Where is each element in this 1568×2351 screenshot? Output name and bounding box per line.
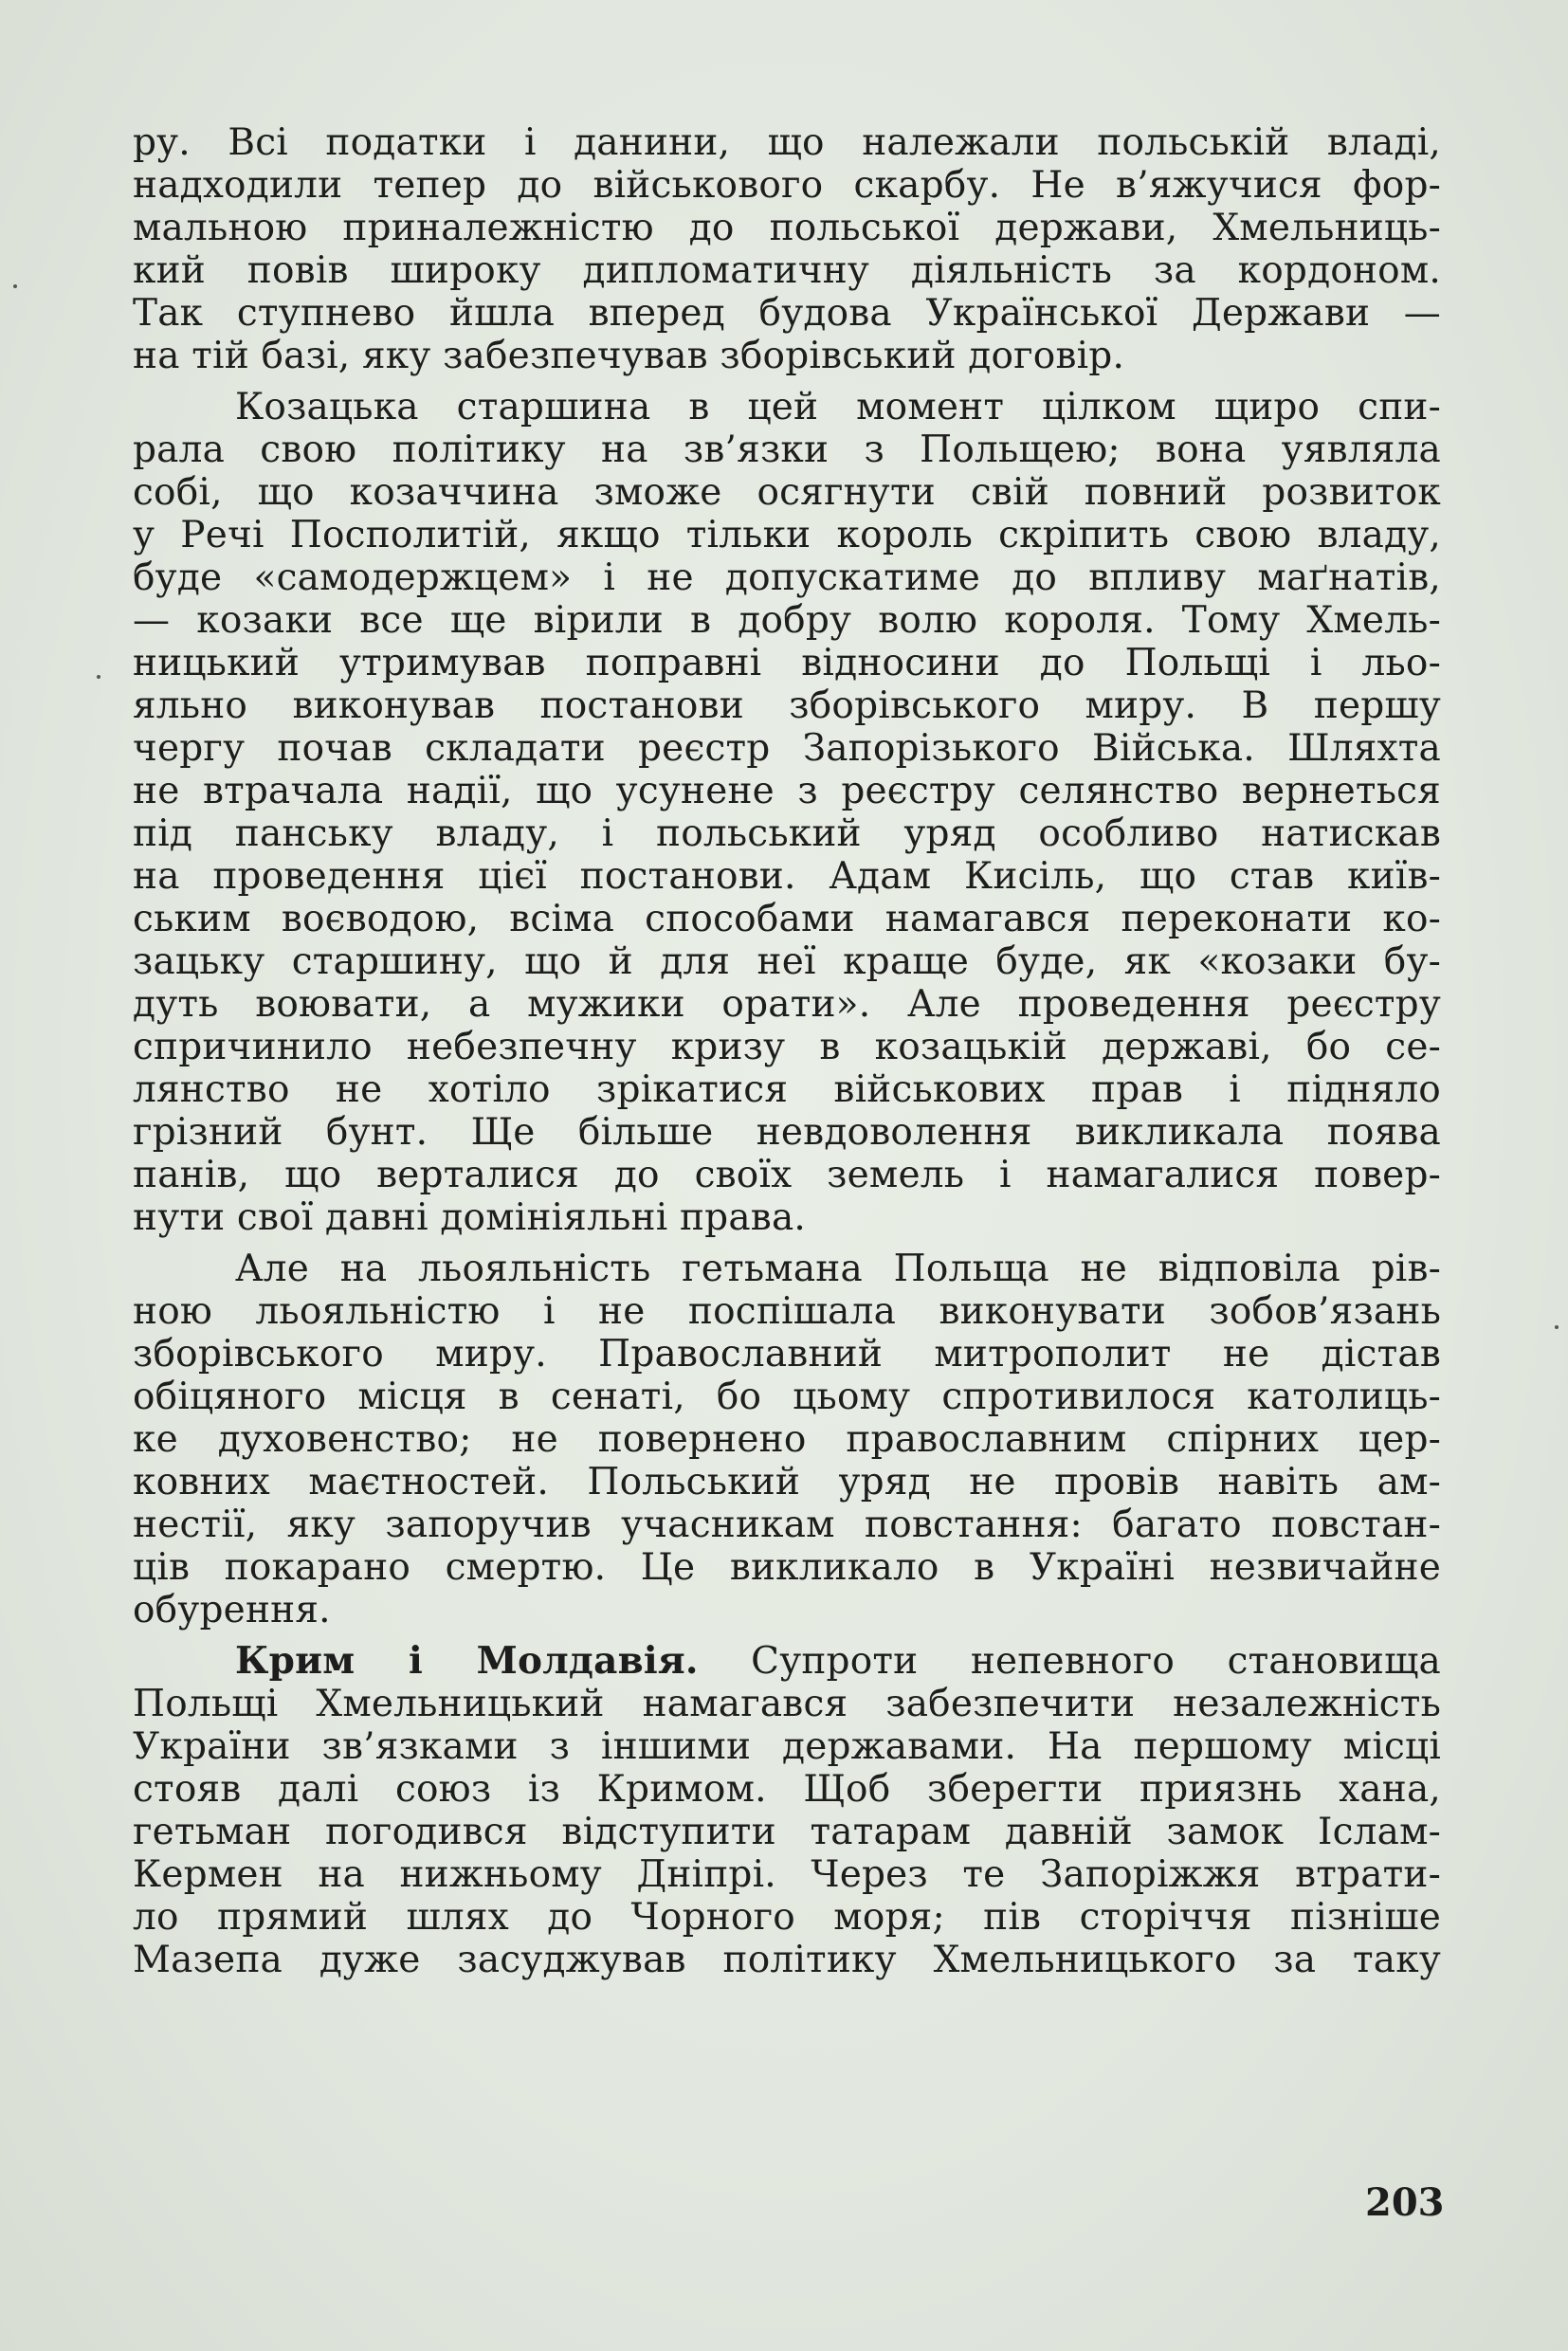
text-line: надходили тепер до військового скарбу. Не в’яжучися фор- [133,164,1441,207]
text-line: стояв далі союз із Кримом. Щоб зберегти приязнь хана, [133,1768,1441,1811]
text-line: нестії, яку запоручив учасникам повстання: багато повстан- [133,1504,1441,1546]
text-line: ців покарано смертю. Це викликало в Україні незвичайне [133,1546,1441,1589]
text-line: чергу почав складати реєстр Запорізького Війська. Шляхта [133,727,1441,770]
text-line: ру. Всі податки і данини, що належали польській владі, [133,121,1441,164]
text-line: на проведення цієї постанови. Адам Кисіль, що став київ- [133,855,1441,898]
text-line: обурення. [133,1589,331,1631]
text-line [133,1640,1441,1683]
text-line: ським воєводою, всіма способами намагався переконати ко- [133,898,1441,940]
text-line: ною льояльністю і не поспішала виконувати зобов’язань [133,1290,1441,1333]
paragraph-spacer [133,1239,1441,1248]
page-body-text [133,121,1441,1981]
text-line: на тій базі, яку забезпечував зборівський договір. [133,335,1125,377]
text-line: — козаки все ще вірили в добру волю короля. Тому Хмель- [133,599,1441,642]
text-line: у Речі Посполитій, якщо тільки король скріпить свою владу, [133,514,1441,556]
page-number: 203 [1365,2180,1445,2225]
text-line: Кермен на нижньому Дніпрі. Через те Запоріжжя втрати- [133,1853,1441,1896]
heading-line-rest: Супроти непевного становища [698,1640,1441,1683]
section-heading: Крим і Молдавія. [235,1640,699,1683]
text-line: Але на льояльність гетьмана Польща не відповіла рів- [235,1248,1441,1290]
scan-speck [97,675,100,679]
text-line: обіцяного місця в сенаті, бо цьому спротивилося католиць- [133,1376,1441,1418]
text-line: грізний бунт. Ще більше невдоволення викликала поява [133,1111,1441,1154]
text-line: зборівського миру. Православний митрополит не дістав [133,1333,1441,1376]
text-line: рала свою політику на зв’язки з Польщею; вона уявляла [133,428,1441,471]
text-line: собі, що козаччина зможе осягнути свій повний розвиток [133,471,1441,514]
text-line: Мазепа дуже засуджував політику Хмельницького за таку [133,1939,1441,1981]
text-line: спричинило небезпечну кризу в козацькій державі, бо се- [133,1026,1441,1068]
text-line: нути свої давні домініяльні права. [133,1196,806,1239]
text-line: Польщі Хмельницький намагався забезпечити незалежність [133,1683,1441,1725]
text-line: під панську владу, і польський уряд особливо натискав [133,812,1441,855]
text-line: мальною приналежністю до польської держави, Хмельниць- [133,207,1441,249]
text-line: панів, що верталися до своїх земель і намагалися повер- [133,1154,1441,1196]
text-line: ке духовенство; не повернено православним спірних цер- [133,1418,1441,1461]
text-line: Козацька старшина в цей момент цілком щиро спи- [235,386,1441,428]
text-line: Так ступнево йшла вперед будова Української Держави — [133,292,1441,335]
text-line: кий повів широку дипломатичну діяльність за кордоном. [133,249,1441,292]
text-line: гетьман погодився відступити татарам давній замок Іслам- [133,1811,1441,1853]
text-line: буде «самодержцем» і не допускатиме до впливу маґнатів, [133,556,1441,599]
text-line: зацьку старшину, що й для неї краще буде, як «козаки бу- [133,940,1441,983]
text-line: яльно виконував постанови зборівського миру. В першу [133,684,1441,727]
scan-speck [13,284,17,288]
text-line: ло прямий шлях до Чорного моря; пів сторіччя пізніше [133,1896,1441,1939]
scan-speck [1555,1325,1559,1329]
text-line: України зв’язками з іншими державами. На першому місці [133,1725,1441,1768]
paragraph-spacer [133,1631,1441,1640]
text-line: ковних маєтностей. Польський уряд не провів навіть ам- [133,1461,1441,1504]
text-line: ницький утримував поправні відносини до Польщі і льо- [133,642,1441,684]
text-line: дуть воювати, а мужики орати». Але проведення реєстру [133,983,1441,1026]
paragraph-spacer [133,377,1441,386]
text-line: не втрачала надії, що усунене з реєстру селянство вернеться [133,770,1441,812]
text-line: лянство не хотіло зрікатися військових прав і підняло [133,1068,1441,1111]
